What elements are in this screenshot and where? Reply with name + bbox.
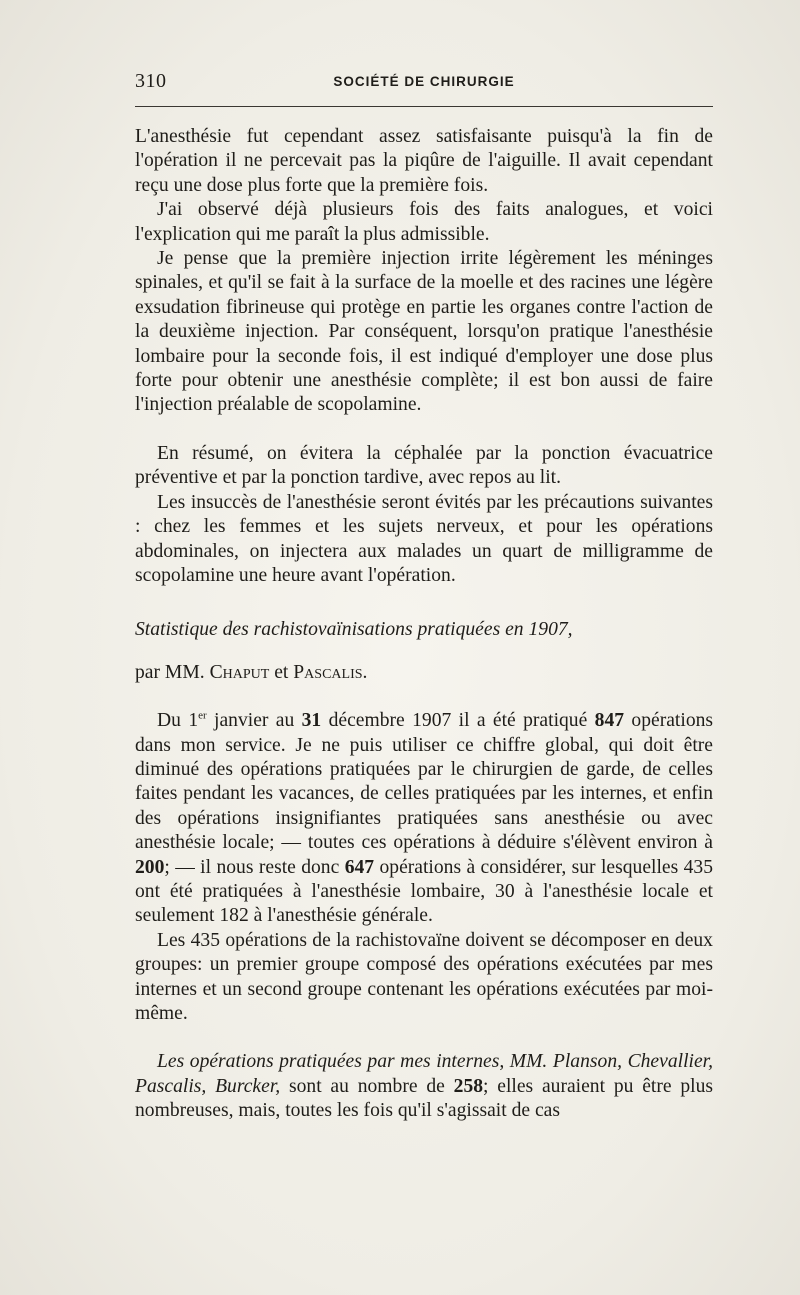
author-pascalis: Pascalis. [293, 661, 368, 683]
page-header [135, 70, 713, 100]
section-title: Statistique des rachistovaïnisations pratiquées en 1907, [135, 619, 573, 641]
italic-names: Planson, Chevallier, Pascalis, Burcker, [135, 1051, 713, 1097]
text-span: opérations à considérer, sur lesquelles [379, 856, 679, 878]
page-number: 310 [135, 70, 167, 92]
paragraph-3: Je pense que la première injection irrite légèrement les méninges spinales, et qu'il se fait à la surface de la moelle et des racines une légère exsudation fibrineuse qui protège en partie les organes contre l'action de la deuxième injection. Par conséquent, lorsqu'on pratique l'anesthésie lombaire pour la seconde fois, il est indiqué d'employer une dose plus forte pour obtenir une anesthésie complète; il est bon aussi de faire l'injection préalable de scopolamine. [135, 248, 713, 416]
number-435: 435 [190, 929, 221, 951]
number-1: 1 [188, 710, 199, 732]
paragraph-1: L'anesthésie fut cependant assez satisfaisante puisqu'à la fin de l'opération il ne percevait pas la piqûre de l'aiguille. Il avait cependant reçu une dose plus forte que la première fois. [135, 126, 713, 196]
text-span: décembre [328, 710, 405, 732]
text-span: janvier au [214, 710, 295, 732]
authors-conjunction: et [274, 661, 289, 683]
body-text [135, 125, 713, 1124]
number-847: 847 [594, 710, 625, 732]
text-span: opérations dans mon service. Je ne puis utiliser ce chiffre global, qui doit être diminué des opérations pratiquées par le chirurgien de garde, de celles faites pendant les vacances, de celles pratiquées par les internes, et enfin des opérations insignifiantes pratiquées sans anesthésie ou avec anesthésie locale; — toutes ces opérations à déduire s'élèvent environ à [135, 710, 714, 854]
text-span: ; elles auraient pu être plus nombreuses, mais, toutes les fois qu'il s'agissait de cas [135, 1075, 714, 1122]
text-span: Les [157, 929, 186, 951]
number-31: 31 [301, 710, 322, 732]
number-258: 258 [453, 1075, 484, 1097]
number-182: 182 [219, 905, 249, 927]
text-span: à l'anesthésie locale et seulement [135, 880, 713, 927]
header-rule [135, 106, 713, 107]
number-647: 647 [344, 856, 375, 878]
paragraph-4: En résumé, on évitera la céphalée par la ponction évacuatrice préventive et par la ponction tardive, avec repos au lit. [135, 442, 713, 489]
italic-intro: Les opérations pratiquées par mes internes, [157, 1051, 505, 1073]
text-span: opérations de la rachistovaïne doivent se décomposer en deux groupes: un premier groupe composé des opérations exécutées par mes internes et un second groupe contenant les opérations exécutées par moi-même. [135, 929, 713, 1024]
text-span: Du [157, 710, 181, 732]
number-200: 200 [135, 856, 165, 878]
ordinal-superscript: er [198, 709, 207, 722]
paragraph-5: Les insuccès de l'anesthésie seront évités par les précautions suivantes : chez les femmes et les sujets nerveux, et pour les opérations abdominales, on injectera aux malades un quart de milligramme de scopolamine une heure avant l'opération. [135, 491, 713, 586]
section-authors [135, 661, 713, 685]
text-span: il a été pratiqué [458, 710, 588, 732]
text-span: ; — il nous reste donc [164, 856, 340, 878]
number-435: 435 [683, 856, 714, 878]
authors-prefix: par MM. [135, 661, 205, 683]
stats-paragraph [135, 709, 713, 929]
text-span: sont au nombre de [288, 1075, 445, 1097]
groups-paragraph [135, 929, 713, 1027]
number-year: 1907 [412, 710, 452, 732]
text-span: ont été pratiquées à l'anesthésie lombaire, [135, 880, 486, 902]
number-30: 30 [495, 880, 515, 902]
author-chaput: Chaput [209, 661, 270, 683]
text-span: à l'anesthésie générale. [253, 905, 433, 927]
italic-mm: MM. [509, 1051, 548, 1073]
paragraph-2: J'ai observé déjà plusieurs fois des faits analogues, et voici l'explication qui me paraît la plus admissible. [135, 199, 713, 245]
final-paragraph [135, 1050, 713, 1123]
running-title: SOCIÉTÉ DE CHIRURGIE [333, 74, 515, 89]
